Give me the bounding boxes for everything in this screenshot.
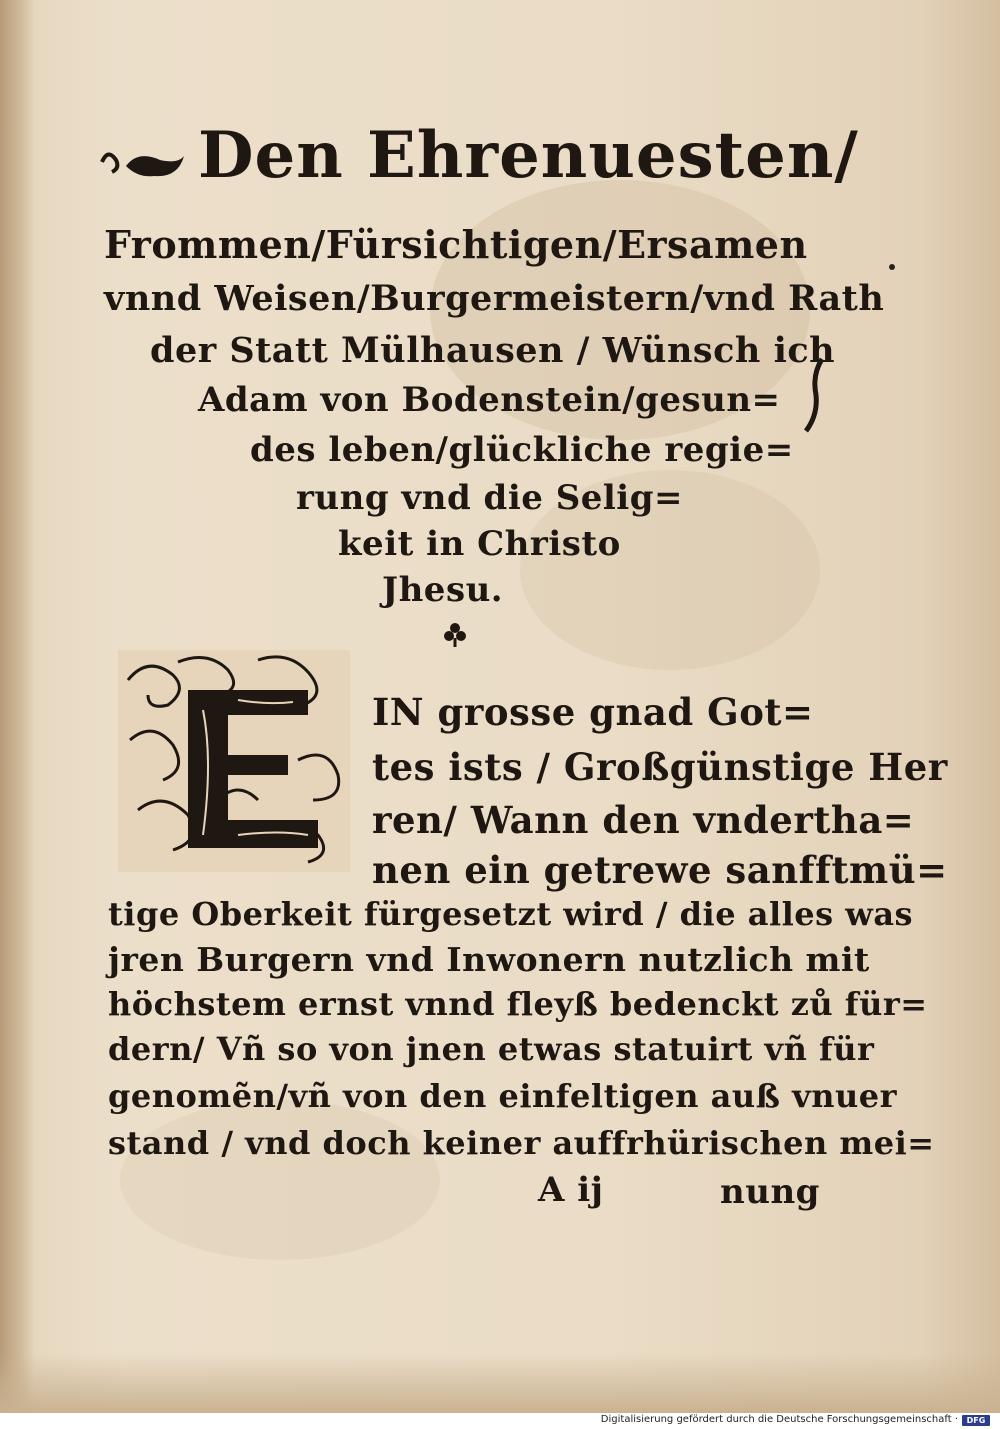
- heading-line-3: vnnd Weisen/Burgermeistern/vnd Rath: [104, 278, 885, 319]
- dfg-logo-icon: DFG: [962, 1415, 990, 1426]
- body-line-4: nen ein getrewe sanfftmü=: [372, 848, 948, 892]
- body-line-5: tige Oberkeit fürgesetzt wird / die alles was: [108, 895, 914, 933]
- heading-line-5: Adam von Bodenstein/gesun=: [198, 380, 781, 420]
- body-line-3: ren/ Wann den vndertha=: [372, 798, 915, 842]
- decorated-initial-e: [118, 650, 350, 872]
- heading-line-9: Jhesu.: [382, 570, 504, 610]
- heading-line-1: Den Ehrenuesten/: [198, 118, 859, 193]
- body-line-7: höchstem ernst vnnd fleyß bedenckt zů für=: [108, 985, 928, 1023]
- footer-credit: Digitalisierung gefördert durch die Deutsche Forschungsgemeinschaft ·: [600, 1414, 958, 1425]
- body-line-1: IN grosse gnad Got=: [372, 690, 814, 734]
- heading-line-8: keit in Christo: [338, 524, 621, 564]
- body-line-6: jren Burgern vnd Inwonern nutzlich mit: [108, 940, 870, 979]
- heading-line-6: des leben/glückliche regie=: [250, 430, 794, 470]
- body-line-2: tes ists / Großgünstige Her: [372, 745, 948, 789]
- signature-mark: A ij: [538, 1170, 604, 1210]
- heading-line-2: Frommen/Fürsichtigen/Ersamen: [104, 222, 808, 267]
- margin-dot: [889, 264, 895, 270]
- margin-bracket-mark: [796, 355, 836, 435]
- heading-line-7: rung vnd die Selig=: [296, 478, 683, 518]
- body-line-10: stand / vnd doch keiner auffrhürischen mei=: [108, 1124, 935, 1162]
- body-line-8: dern/ Vñ so von jnen etwas statuirt vñ für: [108, 1030, 875, 1068]
- heading-line-4: der Statt Mülhausen / Wünsch ich: [150, 330, 836, 371]
- footer-bar: [0, 1413, 1000, 1429]
- catchword: nung: [720, 1172, 820, 1212]
- fleuron-icon: [440, 618, 470, 648]
- body-line-9: genomẽn/vñ von den einfeltigen auß vnuer: [108, 1077, 897, 1115]
- hand-ornament-icon: [98, 138, 188, 188]
